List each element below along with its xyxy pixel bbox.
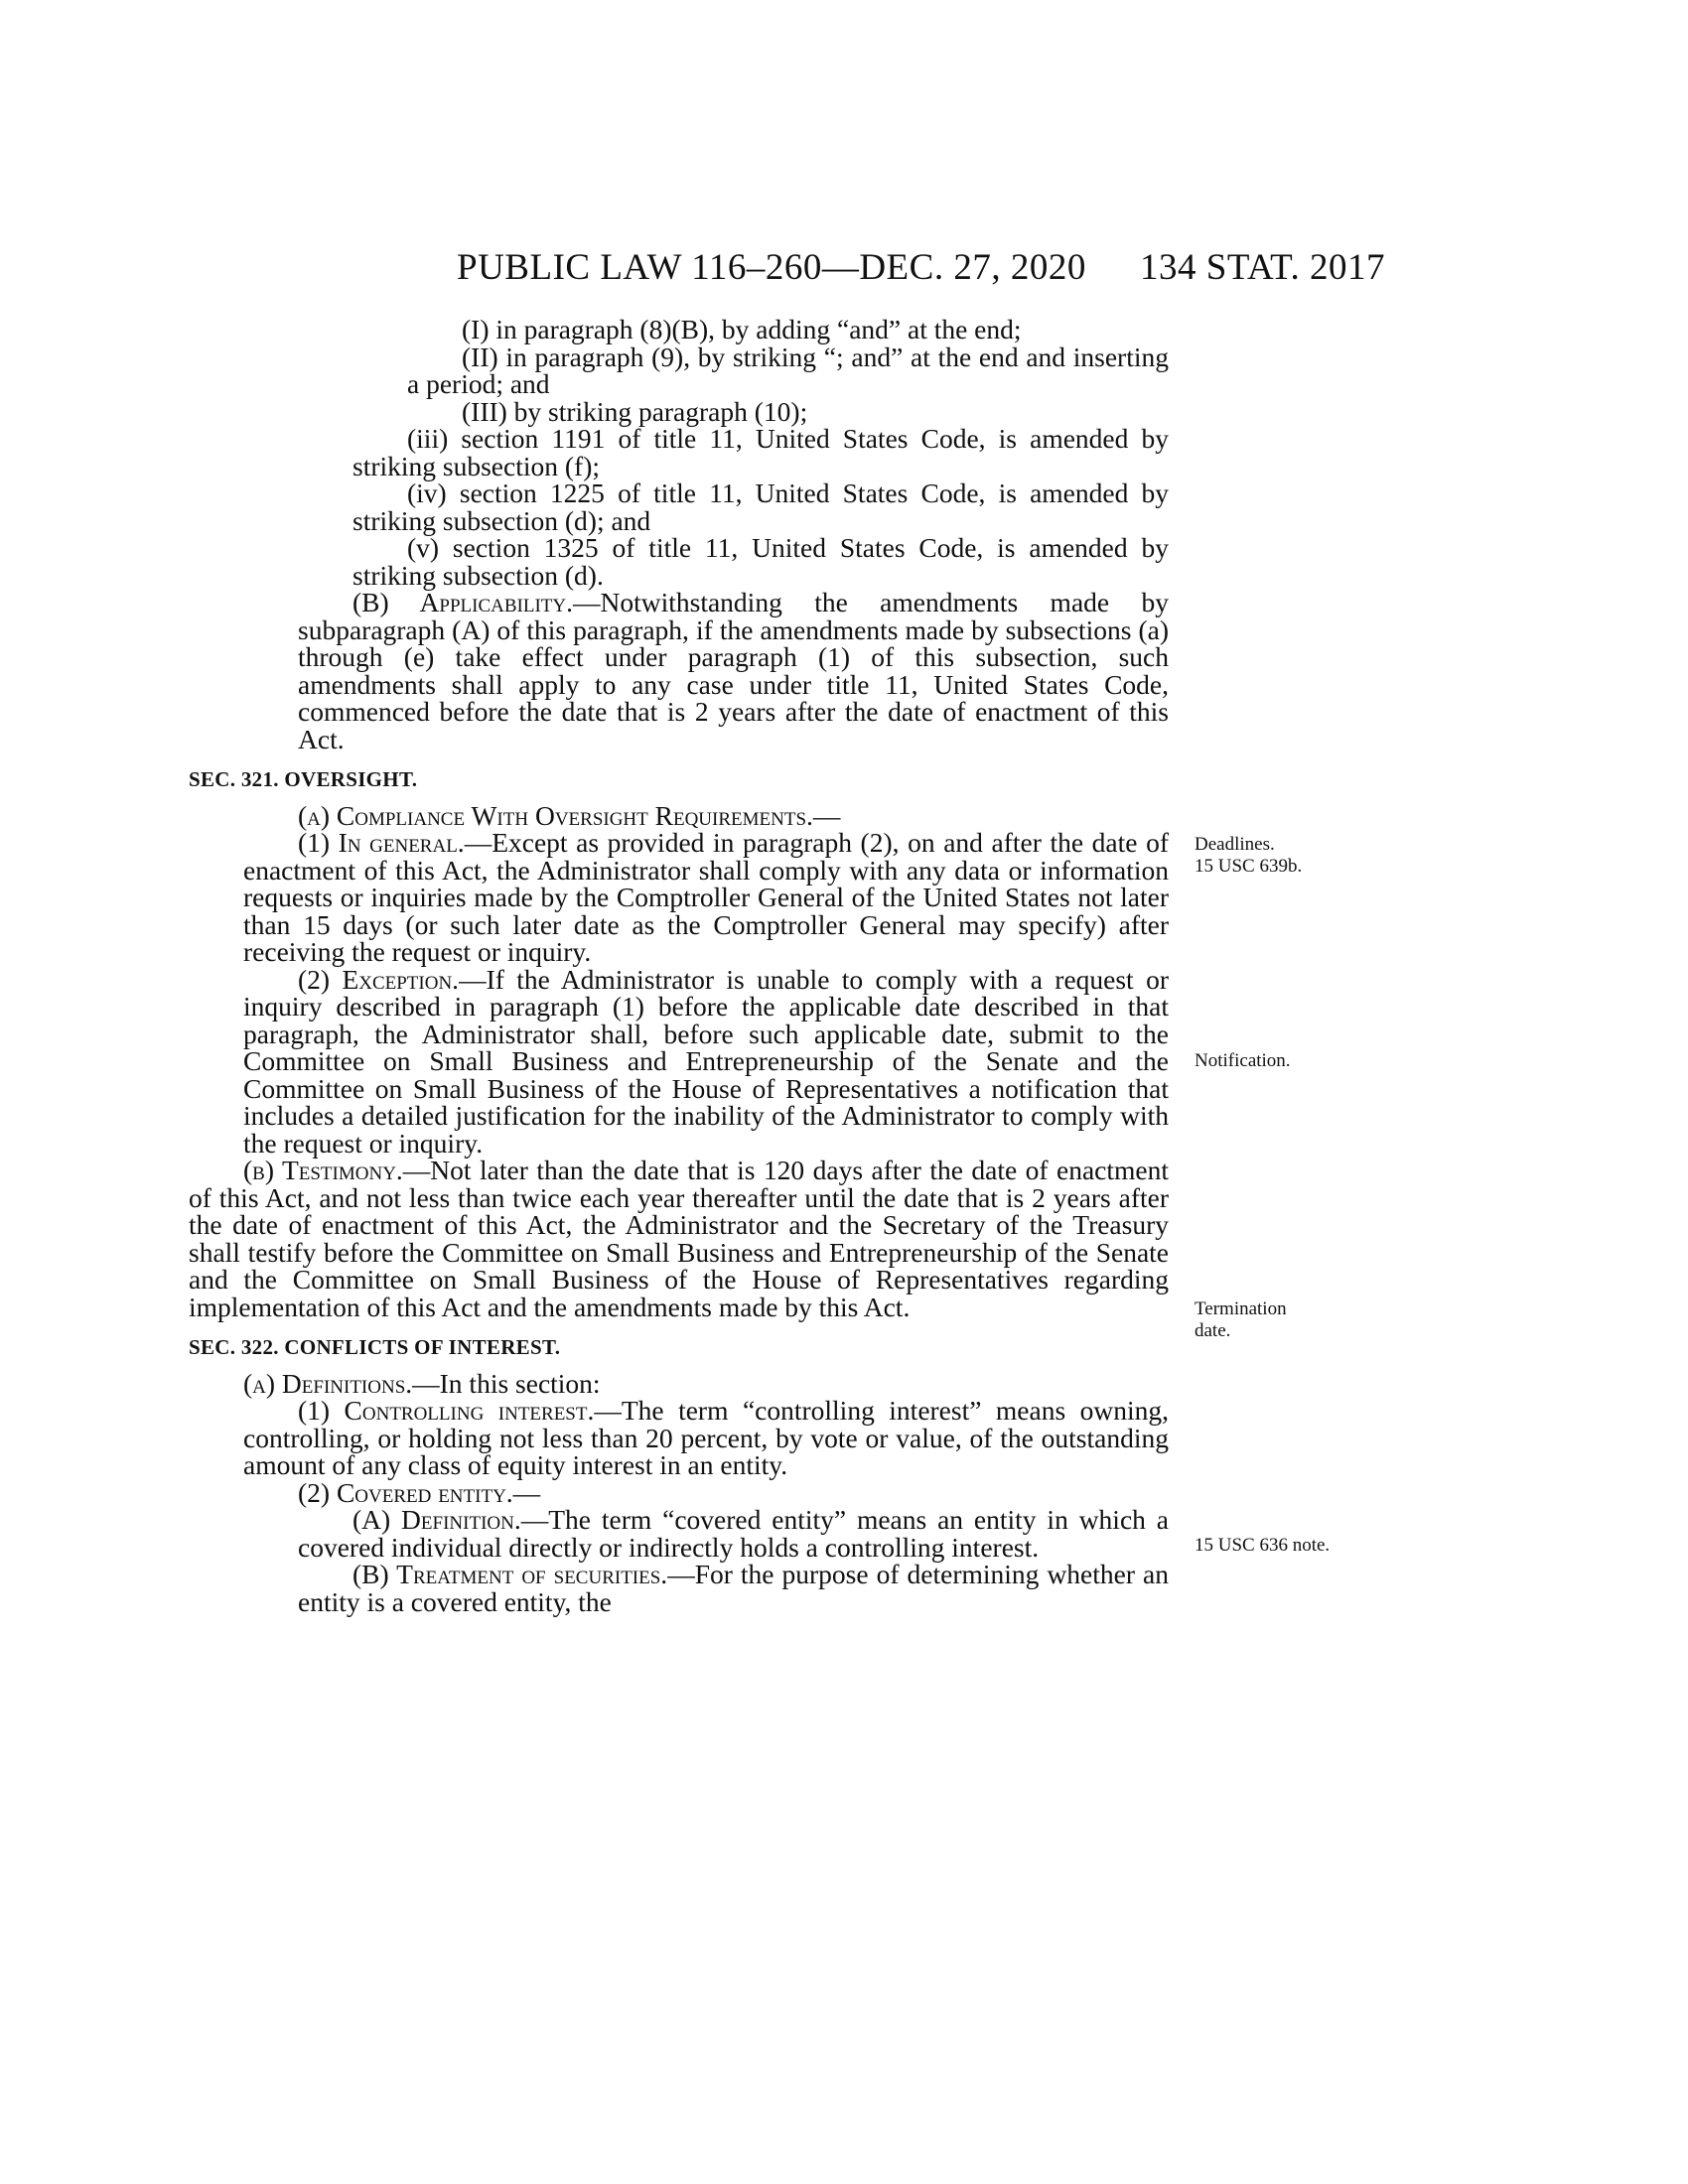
- definitions-text: —In this section:: [412, 1367, 601, 1399]
- definition-heading: (A) Definition.: [352, 1504, 521, 1535]
- margin-note-deadlines: Deadlines. 15 USC 639b.: [1195, 834, 1303, 877]
- applicability-heading: (B) Applicability.: [352, 587, 573, 617]
- clause-iii: (iii) section 1191 of title 11, United States Code, is amended by striking subsection (f);: [352, 423, 1169, 481]
- running-header-title: PUBLIC LAW 116–260—DEC. 27, 2020: [457, 247, 1086, 288]
- margin-note-notification: Notification.: [1195, 1050, 1291, 1071]
- in-general-text: —Except as provided in paragraph (2), on and after the date of enactment of this Act, the Administrator shall comply with any data or information requests or inquiries made by the Comptroller General of the United States not later than 15 days (or such later date as the Comptroller General may specify) after receiving the request or inquiry.: [243, 827, 1169, 967]
- margin-note-usc-636: 15 USC 636 note.: [1195, 1535, 1331, 1556]
- clause-III: (III) by striking paragraph (10);: [462, 395, 808, 427]
- controlling-interest-text: —The term “controlling interest” means owning, controlling, or holding not less than 20 percent, by vote or value, of the outstanding amount of any class of equity interest in an entity.: [243, 1395, 1169, 1480]
- clause-II: (II) in paragraph (9), by striking “; and” at the end and inserting a period; and: [407, 341, 1169, 399]
- exception-heading: (2) Exception.: [298, 963, 460, 995]
- applicability-text: —Notwithstanding the amendments made by subparagraph (A) of this paragraph, if the amendments made by subsections (a) through (e) take effect under paragraph (1) of this subsection, such amendments shall apply to any case under title 11, United States Code, commenced before the date that is 2 years after the date of enactment of this Act.: [298, 587, 1169, 754]
- controlling-interest-heading: (1) Controlling interest.: [298, 1395, 595, 1426]
- testimony-text: —Not later than the date that is 120 days after the date of enactment of this Act, and not less than twice each year thereafter until the date that is 2 years after the date of enactment of this Act, the Administrator and the Secretary of the Treasury shall testify before the Committee on Small Business and Entrepreneurship of the Senate and the Committee on Small Business of the House of Representatives regarding implementation of this Act and the amendments made by this Act.: [189, 1155, 1170, 1322]
- section-321-heading: SEC. 321. OVERSIGHT.: [189, 767, 418, 791]
- subparagraph-B-applicability: [298, 589, 1169, 752]
- definitions-heading: (a) Definitions.: [243, 1367, 413, 1399]
- in-general-heading: (1) In general.: [298, 827, 465, 858]
- paragraph-1-controlling-interest: [243, 1397, 1169, 1479]
- paragraph-2-exception: [243, 963, 1169, 1159]
- clause-v: (v) section 1325 of title 11, United States Code, is amended by striking subsection (d).: [352, 532, 1169, 591]
- subsection-a-heading: (a) Compliance With Oversight Requirements.—: [298, 799, 841, 831]
- clause-iv: (iv) section 1225 of title 11, United States Code, is amended by striking subsection (d); and: [352, 478, 1169, 536]
- subsection-a-definitions: [189, 1367, 1169, 1399]
- exception-text: —If the Administrator is unable to comply with a request or inquiry described in paragraph (1) before the applicable date described in that paragraph, the Administrator shall, before such applicable date, submit to the Committee on Small Business and Entrepreneurship of the Senate and the Committee on Small Business of the House of Representatives a notification that includes a detailed justification for the inability of the Administrator to comply with the request or inquiry.: [243, 963, 1169, 1159]
- page-stat-number: 134 STAT. 2017: [1140, 247, 1385, 288]
- treatment-heading: (B) Treatment of securities.: [352, 1559, 668, 1589]
- testimony-heading: (b) Testimony.: [243, 1155, 403, 1185]
- treatment-text: —For the purpose of determining whether an entity is a covered entity, the: [298, 1559, 1169, 1617]
- section-322-heading: SEC. 322. CONFLICTS OF INTEREST.: [189, 1335, 561, 1359]
- statute-text: [189, 314, 1170, 1617]
- subparagraph-A-definition: [298, 1506, 1169, 1561]
- definition-text: —The term “covered entity” means an entity in which a covered individual directly or indirectly holds a controlling interest.: [298, 1504, 1169, 1563]
- subsection-b-testimony: [189, 1157, 1169, 1320]
- paragraph-1-in-general: [243, 829, 1169, 966]
- paragraph-2-covered-entity: (2) Covered entity.—: [298, 1476, 541, 1508]
- clause-I: (I) in paragraph (8)(B), by adding “and” at the end;: [462, 314, 1022, 344]
- subparagraph-B-treatment-of-securities: [298, 1561, 1169, 1615]
- margin-note-termination: Termination date.: [1195, 1298, 1287, 1341]
